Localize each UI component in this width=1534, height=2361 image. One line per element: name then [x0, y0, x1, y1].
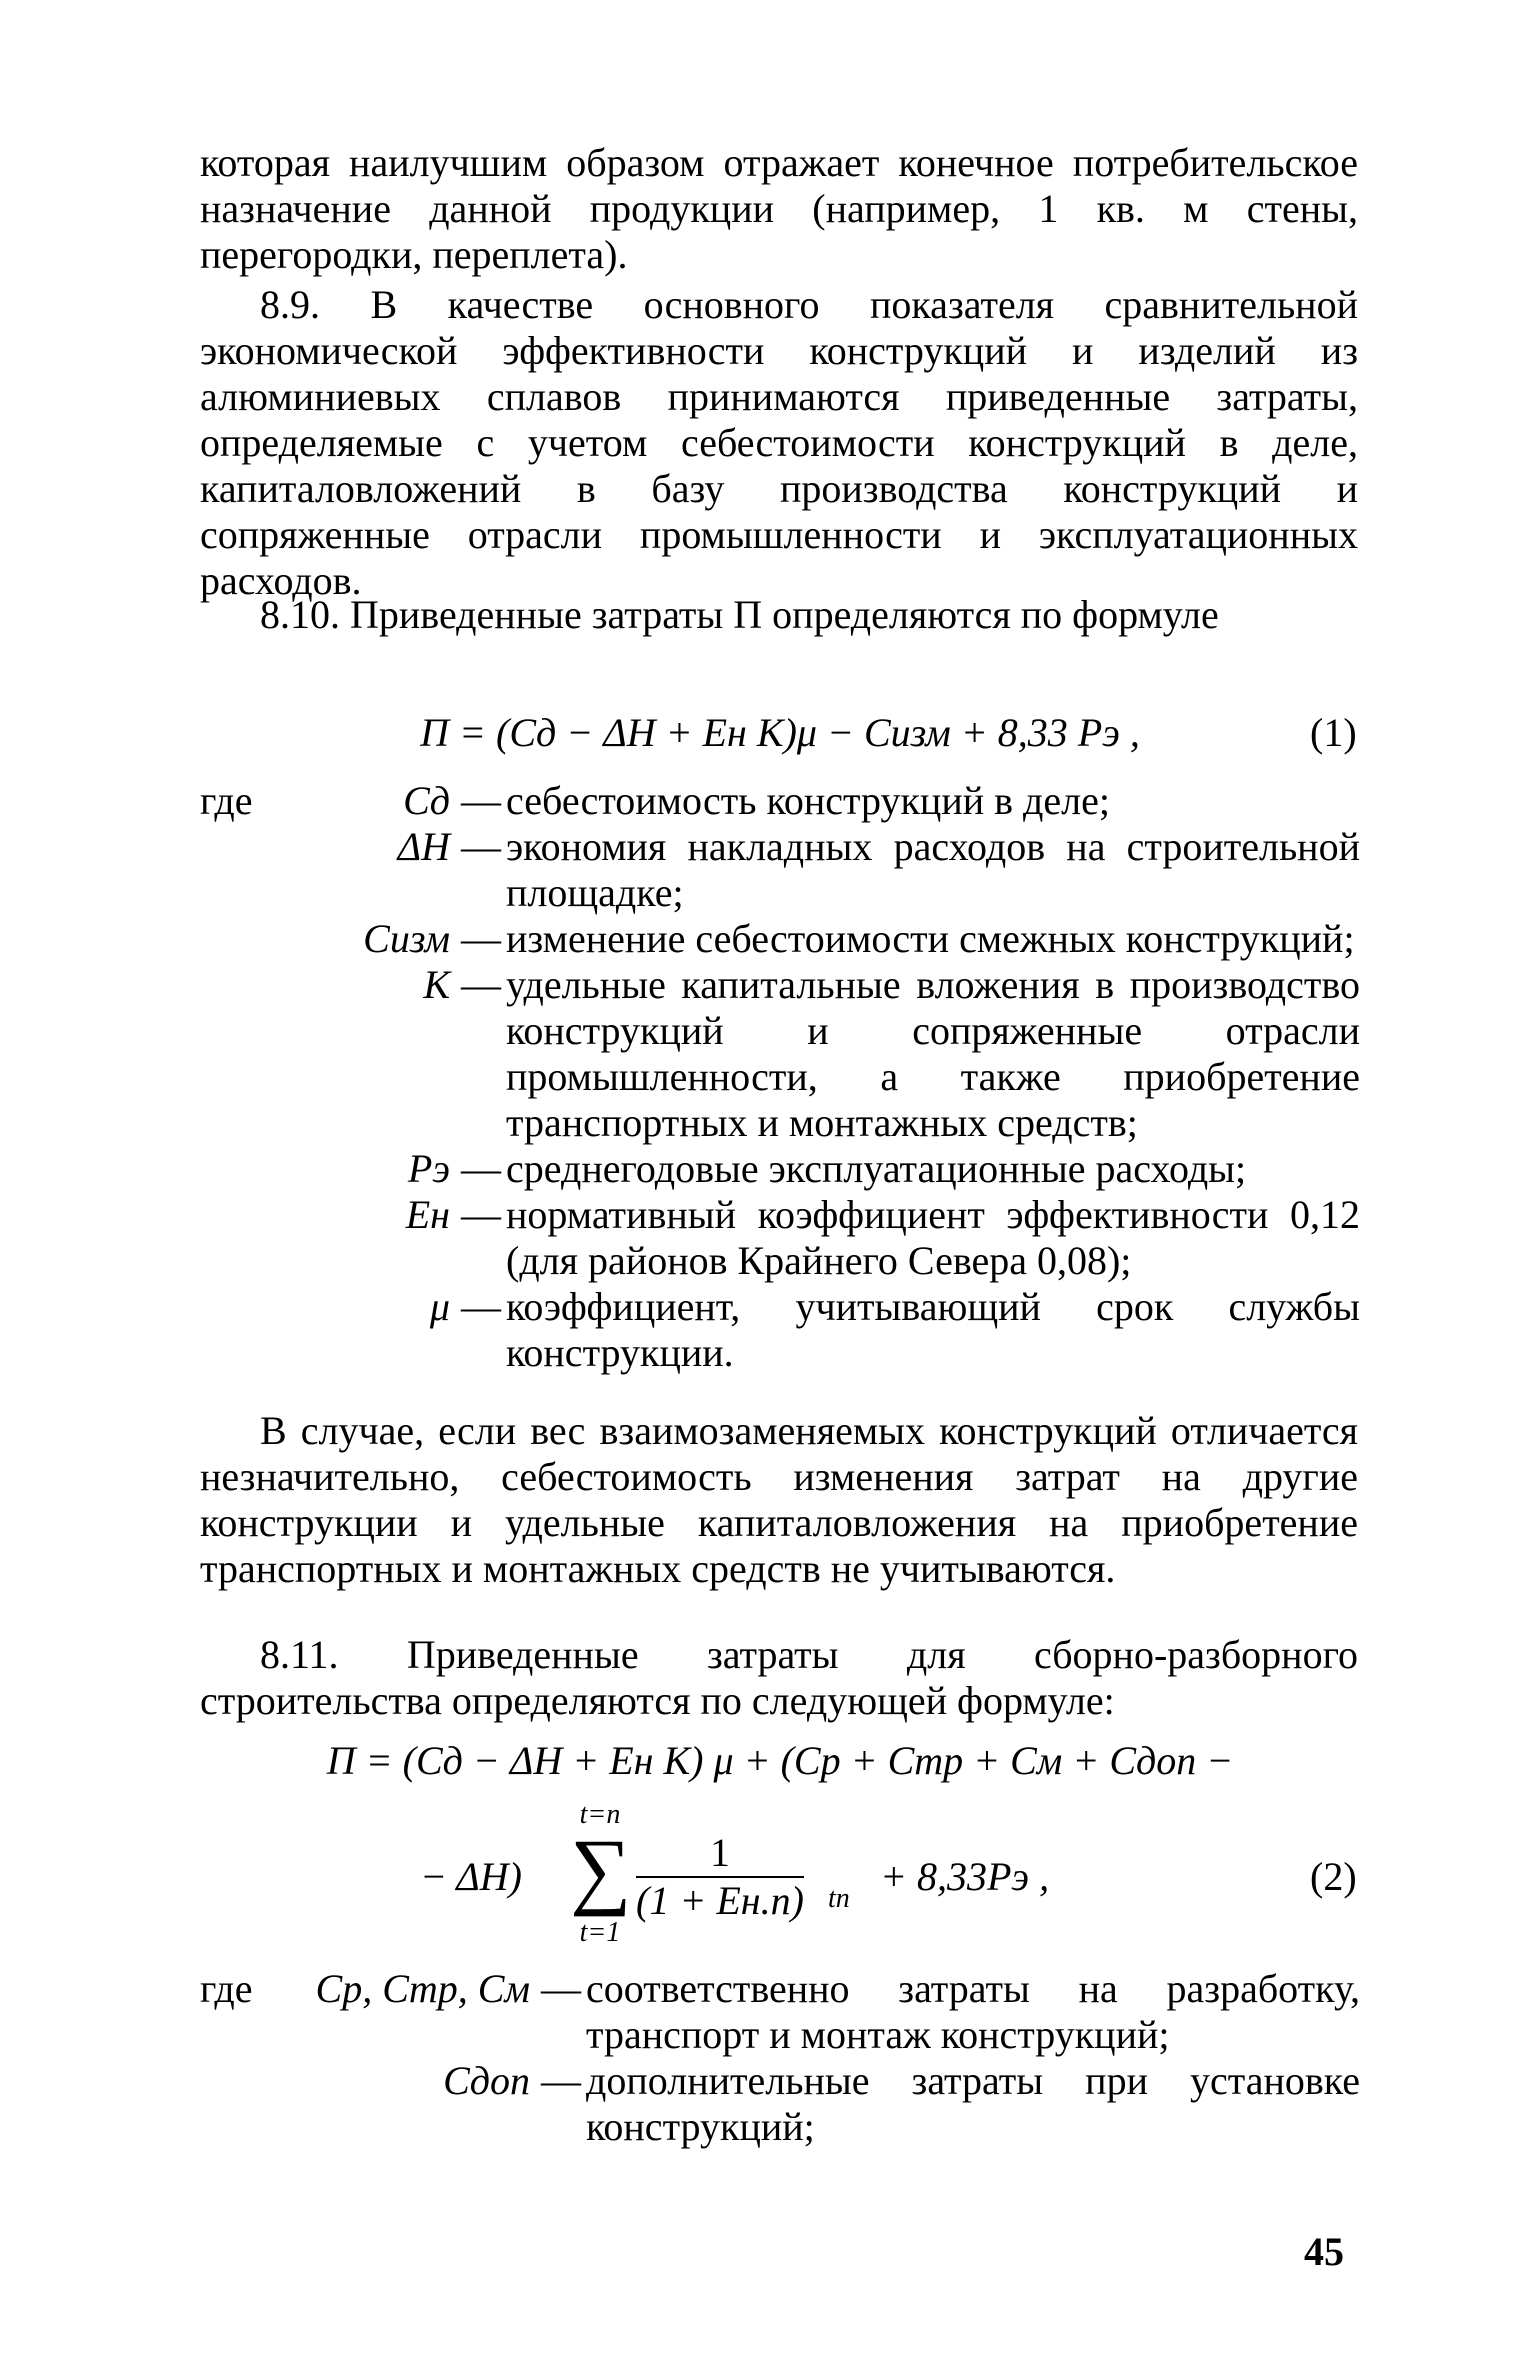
formula-2-line-2: [420, 1800, 1120, 1950]
definition-text: удельные капитальные вложения в производство конструкций и сопряженные отрасли промышленности, а также приобретение транспортных и монтажных средств;: [506, 962, 1360, 1145]
paragraph-intro: [200, 140, 1358, 278]
fraction-denominator: (1 + Eн.п): [636, 1878, 804, 1923]
definition-text: экономия накладных расходов на строительной площадке;: [506, 824, 1360, 915]
sigma-symbol: ∑: [570, 1821, 632, 1917]
definition-symbol: K: [423, 962, 450, 1007]
definition-text: среднегодовые эксплуатационные расходы;: [506, 1146, 1247, 1191]
definition-row: [200, 916, 1360, 962]
definition-symbol: Pэ: [407, 1146, 450, 1191]
paragraph-case: [200, 1408, 1358, 1592]
sum-lower-limit: t=1: [579, 1917, 621, 1948]
definition-dash: —: [461, 1284, 501, 1329]
definition-text: дополнительные затраты при установке конструкций;: [586, 2058, 1360, 2149]
definition-text: изменение себестоимости смежных конструкций;: [506, 916, 1355, 961]
definition-row: [200, 1966, 1360, 2058]
definition-dash: —: [461, 1192, 501, 1237]
where-label: где: [200, 1966, 253, 2011]
definition-row: [200, 1284, 1360, 1376]
paragraph-8-10: [200, 592, 1358, 638]
definition-dash: —: [461, 916, 501, 961]
definition-row: [200, 2058, 1360, 2150]
definition-dash: —: [461, 962, 501, 1007]
sum-upper-limit: t=n: [579, 1799, 621, 1830]
definition-dash: —: [461, 778, 501, 823]
paragraph-text: 8.9. В качестве основного показателя сравнительной экономической эффективности конструкций и изделий из алюминиевых сплавов принимаются приведенные затраты, определяемые с учетом себестоимости конструкций в деле, капиталовложений в базу производства конструкций и сопряженные отрасли промышленности и эксплуатационных расходов.: [200, 282, 1358, 603]
fraction-numerator: 1: [636, 1830, 804, 1878]
definition-row: [200, 1192, 1360, 1284]
formula-1: [380, 710, 1180, 756]
definition-text: соответственно затраты на разработку, транспорт и монтаж конструкций;: [586, 1966, 1360, 2057]
formula-2-number: (2): [1310, 1854, 1357, 1899]
definition-symbol: μ: [429, 1284, 450, 1329]
formula-2-prefix: − ΔH): [420, 1854, 522, 1899]
formula-2-expression-line-1: П = (Cд − ΔH + Eн K) μ + (Cр + Cтр + Cм + Cдоп −: [326, 1738, 1234, 1783]
definition-symbol: Cд: [403, 778, 450, 823]
definitions-list-1: [200, 778, 1360, 1376]
formula-2-suffix: + 8,33Pэ ,: [880, 1854, 1050, 1899]
definition-text: коэффициент, учитывающий срок службы конструкции.: [506, 1284, 1360, 1375]
definition-text: себестоимость конструкций в деле;: [506, 778, 1110, 823]
definition-row: [200, 1146, 1360, 1192]
paragraph-8-11: [200, 1632, 1358, 1724]
definitions-list-2: [200, 1966, 1360, 2150]
definition-row: [200, 962, 1360, 1146]
paragraph-text: которая наилучшим образом отражает конечное потребительское назначение данной продукции (например, 1 кв. м стены, перегородки, переплета).: [200, 140, 1358, 277]
definition-dash: —: [541, 1966, 581, 2011]
definition-symbol: ΔH: [397, 824, 450, 869]
formula-2-fraction: [636, 1830, 804, 1924]
definition-symbol: Eн: [405, 1192, 450, 1237]
definition-dash: —: [541, 2058, 581, 2103]
paragraph-text: В случае, если вес взаимозаменяемых конструкций отличается незначительно, себестоимость изменения затрат на другие конструкции и удельные капиталовложения на приобретение транспортных и монтажных средств не учитываются.: [200, 1408, 1358, 1591]
formula-1-number: (1): [1310, 710, 1357, 755]
definition-dash: —: [461, 824, 501, 869]
formula-1-expression: П = (Cд − ΔH + Eн K)μ − Cизм + 8,33 Pэ ,: [420, 710, 1140, 755]
definition-text: нормативный коэффициент эффективности 0,12 (для районов Крайнего Севера 0,08);: [506, 1192, 1360, 1283]
page-number: 45: [1304, 2229, 1344, 2274]
definition-row: [200, 778, 1360, 824]
paragraph-text: 8.10. Приведенные затраты П определяются по формуле: [260, 592, 1219, 637]
fraction-exponent: tп: [828, 1883, 850, 1914]
formula-2-line-1: [290, 1738, 1270, 1784]
paragraph-8-9: [200, 282, 1358, 604]
where-label: где: [200, 778, 253, 823]
definition-dash: —: [461, 1146, 501, 1191]
definition-row: [200, 824, 1360, 916]
definition-symbol: Cр, Cтр, Cм: [315, 1966, 530, 2011]
definition-symbol: Cизм: [363, 916, 450, 961]
paragraph-text: 8.11. Приведенные затраты для сборно-разборного строительства определяются по следующей формуле:: [200, 1632, 1358, 1723]
definition-symbol: Cдоп: [443, 2058, 530, 2103]
